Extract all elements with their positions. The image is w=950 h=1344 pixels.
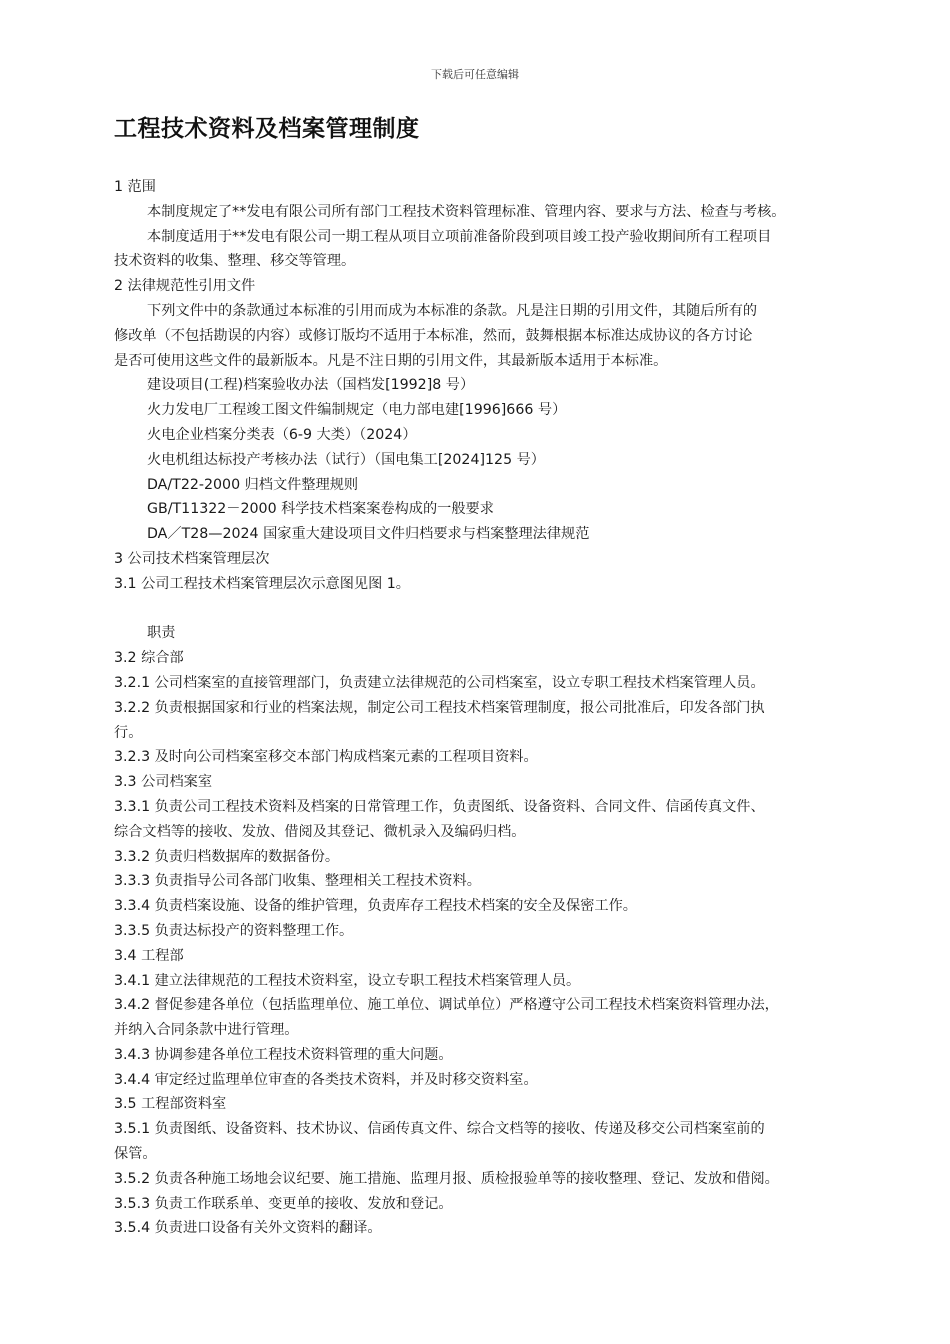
text-line: DA/T22-2000 归档文件整理规则 <box>147 476 359 493</box>
text-line: 3.4 工程部 <box>114 947 184 964</box>
text-line: 3.3.5 负责达标投产的资料整理工作。 <box>114 922 354 939</box>
text-line: 3.4.3 协调参建各单位工程技术资料管理的重大问题。 <box>114 1046 453 1063</box>
text-line: 3.5.2 负责各种施工场地会议纪要、施工措施、监理月报、质检报验单等的接收整理、登记、发放和借阅。 <box>114 1170 779 1187</box>
text-line: 3.2.3 及时向公司档案室移交本部门构成档案元素的工程项目资料。 <box>114 749 538 766</box>
text-line: 建设项目(工程)档案验收办法（国档发[1992]8 号） <box>147 377 475 394</box>
text-line: 本制度适用于**发电有限公司一期工程从项目立项前准备阶段到项目竣工投产验收期间所有工程项目 <box>147 228 772 245</box>
text-line: 3.2.1 公司档案室的直接管理部门，负责建立法律规范的公司档案室，设立专职工程技术档案管理人员。 <box>114 674 765 691</box>
text-line: 火电机组达标投产考核办法（试行）（国电集工[2024]125 号） <box>147 451 545 468</box>
text-line: 火电企业档案分类表（6-9 大类）（2024） <box>147 426 417 443</box>
page-header: 下载后可任意编辑 <box>431 68 519 81</box>
text-line: 3.3.4 负责档案设施、设备的维护管理，负责库存工程技术档案的安全及保密工作。 <box>114 898 637 915</box>
text-line: 保管。 <box>114 1146 157 1163</box>
text-line: 3.2 综合部 <box>114 650 184 667</box>
text-line: 3.4.4 审定经过监理单位审查的各类技术资料，并及时移交资料室。 <box>114 1071 538 1088</box>
text-line: 3.2.2 负责根据国家和行业的档案法规，制定公司工程技术档案管理制度，报公司批准后，印发各部门执 <box>114 699 765 716</box>
text-line: DA／T28—2024 国家重大建设项目文件归档要求与档案整理法律规范 <box>147 526 590 543</box>
text-line: 综合文档等的接收、发放、借阅及其登记、微机录入及编码归档。 <box>114 823 526 840</box>
text-line: 并纳入合同条款中进行管理。 <box>114 1022 299 1039</box>
text-line: 是否可使用这些文件的最新版本。凡是不注日期的引用文件，其最新版本适用于本标准。 <box>114 352 668 369</box>
text-line: 3.4.1 建立法律规范的工程技术资料室，设立专职工程技术档案管理人员。 <box>114 972 581 989</box>
text-line: 3.3 公司档案室 <box>114 774 213 791</box>
document-body <box>114 175 904 1241</box>
document-title: 工程技术资料及档案管理制度 <box>114 116 420 142</box>
text-line: 3.3.2 负责归档数据库的数据备份。 <box>114 848 340 865</box>
text-line: 职责 <box>147 625 176 642</box>
text-line: 3 公司技术档案管理层次 <box>114 550 270 567</box>
text-line: 1 范围 <box>114 179 156 195</box>
text-line: 修改单（不包括勘误的内容）或修订版均不适用于本标准，然而，鼓舞根据本标准达成协议的各方讨论 <box>114 327 753 344</box>
text-line: 行。 <box>114 724 143 741</box>
text-line: 2 法律规范性引用文件 <box>114 278 256 295</box>
text-line: 3.3.1 负责公司工程技术资料及档案的日常管理工作，负责图纸、设备资料、合同文件、信函传真文件、 <box>114 798 765 815</box>
text-line: 技术资料的收集、整理、移交等管理。 <box>114 253 356 270</box>
text-line: 火力发电厂工程竣工图文件编制规定（电力部电建[1996]666 号） <box>147 402 567 419</box>
text-line: 3.4.2 督促参建各单位（包括监理单位、施工单位、调试单位）严格遵守公司工程技术档案资料管理办法， <box>114 997 779 1014</box>
text-line: 3.1 公司工程技术档案管理层次示意图见图 1。 <box>114 575 410 592</box>
text-line: 本制度规定了**发电有限公司所有部门工程技术资料管理标准、管理内容、要求与方法、检查与考核。 <box>147 203 786 220</box>
text-line: 3.5.1 负责图纸、设备资料、技术协议、信函传真文件、综合文档等的接收、传递及移交公司档案室前的 <box>114 1121 765 1138</box>
text-line: 3.3.3 负责指导公司各部门收集、整理相关工程技术资料。 <box>114 873 481 890</box>
text-line: 下列文件中的条款通过本标准的引用而成为本标准的条款。凡是注日期的引用文件，其随后所有的 <box>147 302 758 319</box>
text-line: 3.5.3 负责工作联系单、变更单的接收、发放和登记。 <box>114 1195 453 1212</box>
blank-line <box>114 597 904 622</box>
text-line: GB/T11322－2000 科学技术档案案卷构成的一般要求 <box>147 501 494 518</box>
text-line: 3.5 工程部资料室 <box>114 1096 227 1113</box>
text-line: 3.5.4 负责进口设备有关外文资料的翻译。 <box>114 1220 382 1237</box>
